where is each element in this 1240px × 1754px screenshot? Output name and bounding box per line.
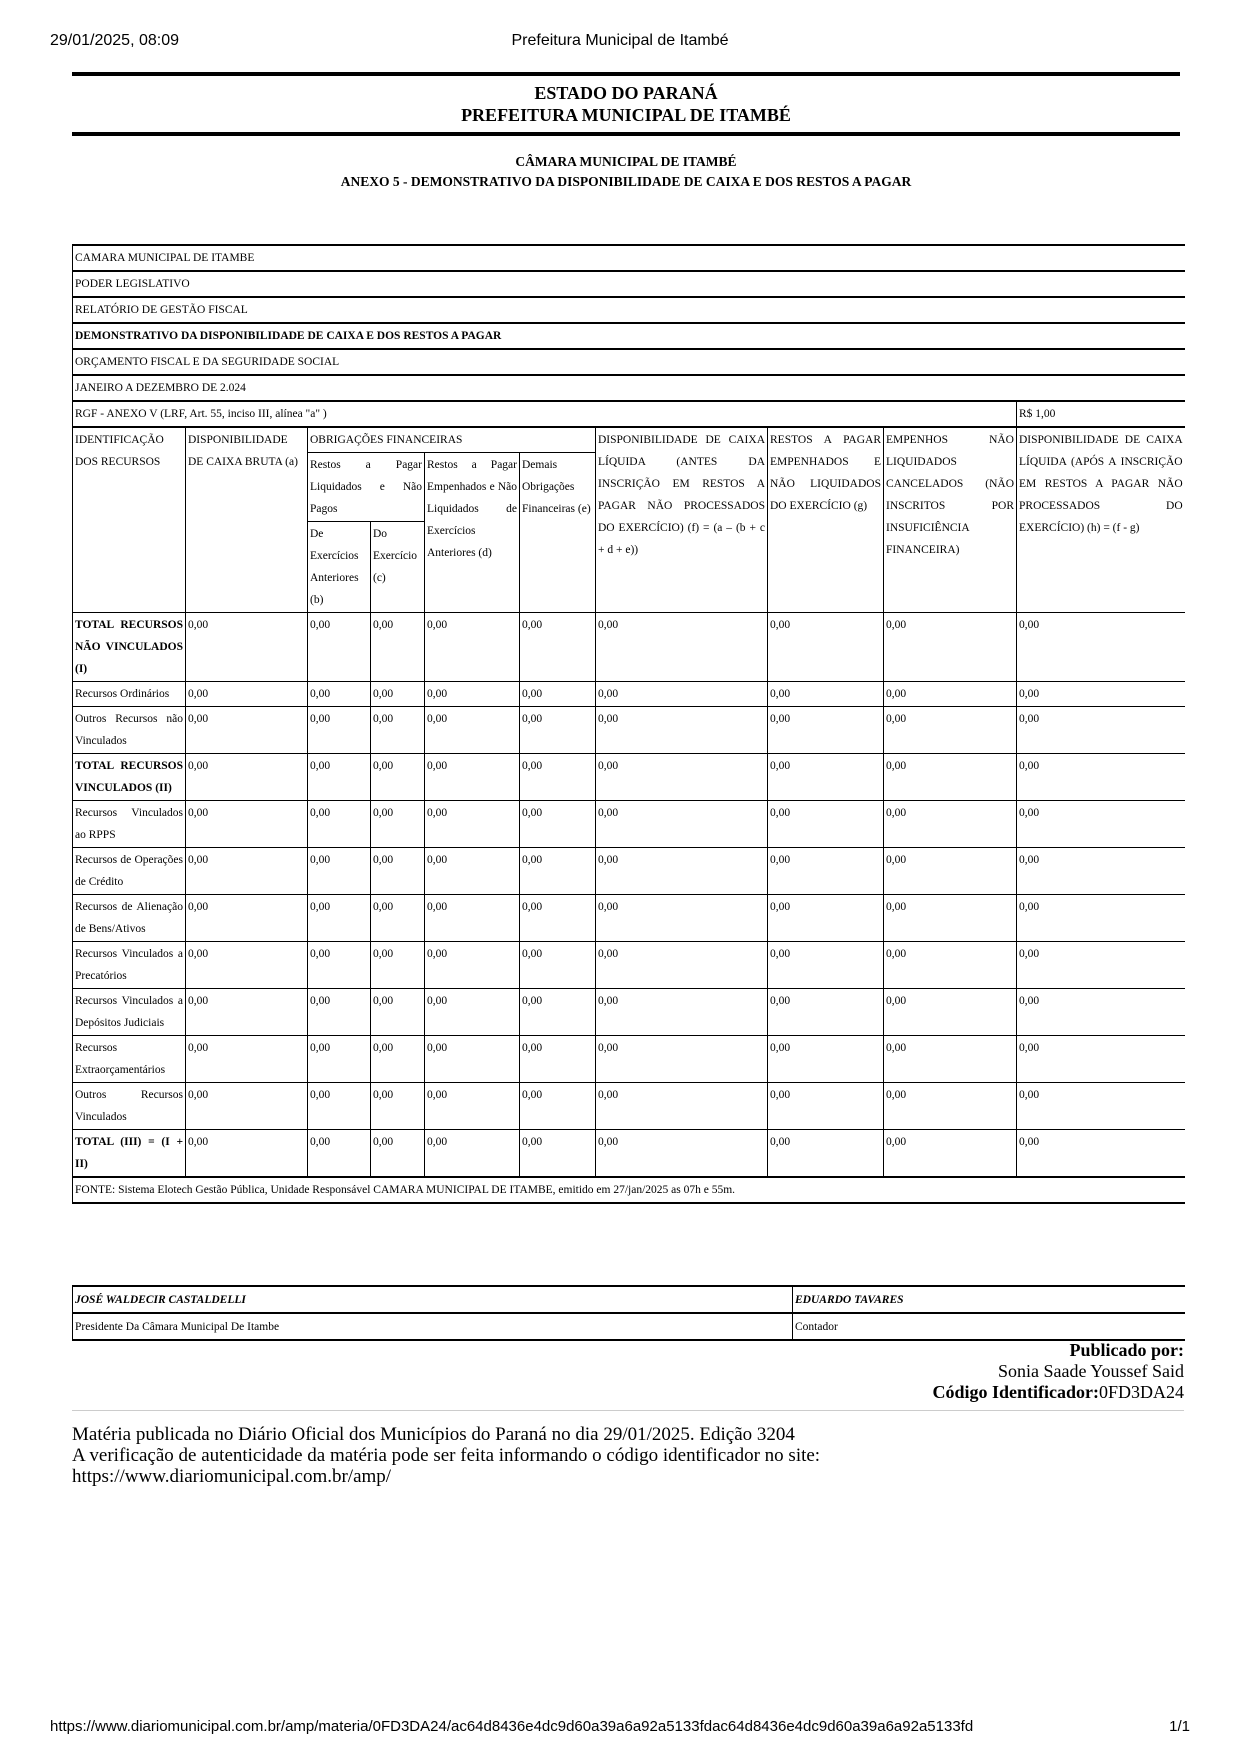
row-value: 0,00 [371, 1083, 425, 1130]
table-row [73, 801, 1185, 848]
row-value: 0,00 [308, 754, 371, 801]
row-value: 0,00 [520, 989, 596, 1036]
row-value: 0,00 [1017, 613, 1185, 682]
row-value: 0,00 [308, 895, 371, 942]
row-value: 0,00 [425, 989, 520, 1036]
row-value: 0,00 [884, 942, 1017, 989]
table-row [73, 848, 1185, 895]
publication-info [932, 1340, 1184, 1403]
row-value: 0,00 [371, 1130, 425, 1178]
row-value: 0,00 [308, 1130, 371, 1178]
row-value: 0,00 [768, 848, 884, 895]
row-value: 0,00 [425, 1083, 520, 1130]
row-value: 0,00 [596, 801, 768, 848]
row-value: 0,00 [308, 707, 371, 754]
row-value: 0,00 [425, 1130, 520, 1178]
row-value: 0,00 [1017, 895, 1185, 942]
row-value: 0,00 [768, 801, 884, 848]
row-value: 0,00 [520, 1036, 596, 1083]
row-value: 0,00 [596, 942, 768, 989]
row-value: 0,00 [520, 613, 596, 682]
row-value: 0,00 [186, 801, 308, 848]
col-restos-empenhados: Restos a Pagar Empenhados e Não Liquidados de Exercícios Anteriores (d) [425, 453, 520, 613]
col-demais-obrigacoes: Demais Obrigações Financeiras (e) [520, 453, 596, 613]
row-label: Recursos Vinculados ao RPPS [73, 801, 186, 848]
code-label: Código Identificador: [932, 1382, 1099, 1402]
col-de-exercicios: De Exercícios Anteriores (b) [308, 522, 371, 613]
table-row [73, 682, 1185, 707]
row-value: 0,00 [1017, 801, 1185, 848]
table-row [73, 942, 1185, 989]
col-disp-liquida-apos: DISPONIBILIDADE DE CAIXA LÍQUIDA (APÓS A INSCRIÇÃO EM RESTOS A PAGAR NÃO PROCESSADOS DO EXERCÍCIO) (h) = (f - g) [1017, 427, 1185, 613]
row-value: 0,00 [520, 801, 596, 848]
row-value: 0,00 [596, 754, 768, 801]
col-obrigacoes: OBRIGAÇÕES FINANCEIRAS [308, 427, 596, 453]
row-value: 0,00 [768, 754, 884, 801]
row-value: 0,00 [425, 613, 520, 682]
row-value: 0,00 [425, 895, 520, 942]
row-value: 0,00 [425, 848, 520, 895]
row-value: 0,00 [371, 989, 425, 1036]
row-value: 0,00 [596, 707, 768, 754]
row-value: 0,00 [371, 707, 425, 754]
row-value: 0,00 [596, 682, 768, 707]
col-do-exercicio: Do Exercício (c) [371, 522, 425, 613]
rgf-label: RGF - ANEXO V (LRF, Art. 55, inciso III, alínea "a" ) [73, 401, 1017, 427]
row-value: 0,00 [186, 989, 308, 1036]
row-value: 0,00 [596, 1036, 768, 1083]
col-restos-emp-nao-liq: RESTOS A PAGAR EMPENHADOS E NÃO LIQUIDADOS DO EXERCÍCIO (g) [768, 427, 884, 613]
row-value: 0,00 [596, 989, 768, 1036]
page-number: 1/1 [1169, 1718, 1190, 1735]
row-value: 0,00 [186, 895, 308, 942]
currency-unit: R$ 1,00 [1017, 401, 1185, 427]
row-value: 0,00 [768, 1083, 884, 1130]
materia-line: Matéria publicada no Diário Oficial dos Municípios do Paraná no dia 29/01/2025. Edição 3204 [72, 1424, 795, 1445]
row-value: 0,00 [308, 848, 371, 895]
fonte-note: FONTE: Sistema Elotech Gestão Pública, Unidade Responsável CAMARA MUNICIPAL DE ITAMBE, emitido em 27/jan/2025 as 07h e 55m. [73, 1177, 1185, 1203]
camara-title: CÂMARA MUNICIPAL DE ITAMBÉ [515, 154, 737, 169]
row-value: 0,00 [308, 801, 371, 848]
row-value: 0,00 [186, 1130, 308, 1178]
print-url[interactable]: https://www.diariomunicipal.com.br/amp/materia/0FD3DA24/ac64d8436e4dc9d60a39a6a92a5133fdac64d8436e4dc9d60a39a6a92a5133fd [50, 1718, 974, 1735]
row-value: 0,00 [186, 1036, 308, 1083]
row-value: 0,00 [884, 1083, 1017, 1130]
row-value: 0,00 [371, 895, 425, 942]
info-row: JANEIRO A DEZEMBRO DE 2.024 [73, 375, 1185, 401]
document-title [72, 152, 1180, 192]
divider [72, 1410, 1184, 1411]
table-row [73, 1036, 1185, 1083]
row-value: 0,00 [371, 754, 425, 801]
signature-table [72, 1285, 1185, 1341]
row-value: 0,00 [520, 754, 596, 801]
row-value: 0,00 [371, 682, 425, 707]
row-value: 0,00 [425, 754, 520, 801]
row-value: 0,00 [596, 1083, 768, 1130]
row-value: 0,00 [308, 682, 371, 707]
row-value: 0,00 [186, 1083, 308, 1130]
print-header [50, 32, 1190, 52]
row-value: 0,00 [425, 707, 520, 754]
col-restos-liquidados: Restos a Pagar Liquidados e Não Pagos [308, 453, 425, 522]
row-value: 0,00 [884, 801, 1017, 848]
row-value: 0,00 [884, 895, 1017, 942]
row-value: 0,00 [371, 942, 425, 989]
estado-title: ESTADO DO PARANÁ [534, 83, 718, 103]
row-value: 0,00 [425, 942, 520, 989]
materia-link[interactable]: https://www.diariomunicipal.com.br/amp/ [72, 1466, 392, 1487]
row-label: Recursos Vinculados a Depósitos Judiciais [73, 989, 186, 1036]
table-row [73, 613, 1185, 682]
row-value: 0,00 [1017, 1036, 1185, 1083]
materia-line: A verificação de autenticidade da matéria pode ser feita informando o código identificador no site: [72, 1445, 821, 1466]
row-label: Recursos de Operações de Crédito [73, 848, 186, 895]
row-value: 0,00 [884, 989, 1017, 1036]
info-row: DEMONSTRATIVO DA DISPONIBILIDADE DE CAIXA E DOS RESTOS A PAGAR [73, 323, 1185, 349]
signature-name: EDUARDO TAVARES [793, 1286, 1185, 1313]
row-value: 0,00 [884, 848, 1017, 895]
signature-role: Contador [793, 1313, 1185, 1340]
row-value: 0,00 [1017, 682, 1185, 707]
signature-name: JOSÉ WALDECIR CASTALDELLI [73, 1286, 793, 1313]
row-value: 0,00 [596, 848, 768, 895]
signature-role: Presidente Da Câmara Municipal De Itambe [73, 1313, 793, 1340]
row-value: 0,00 [884, 707, 1017, 754]
prefeitura-title: PREFEITURA MUNICIPAL DE ITAMBÉ [461, 105, 791, 125]
row-value: 0,00 [768, 989, 884, 1036]
row-value: 0,00 [768, 1130, 884, 1178]
print-title: Prefeitura Municipal de Itambé [511, 32, 729, 49]
row-value: 0,00 [520, 848, 596, 895]
row-value: 0,00 [520, 895, 596, 942]
row-value: 0,00 [520, 1083, 596, 1130]
row-label: TOTAL RECURSOS NÃO VINCULADOS (I) [73, 613, 186, 682]
row-label: TOTAL RECURSOS VINCULADOS (II) [73, 754, 186, 801]
row-value: 0,00 [186, 682, 308, 707]
row-value: 0,00 [1017, 942, 1185, 989]
row-value: 0,00 [371, 801, 425, 848]
row-value: 0,00 [425, 1036, 520, 1083]
row-value: 0,00 [520, 707, 596, 754]
row-value: 0,00 [520, 1130, 596, 1178]
row-value: 0,00 [1017, 707, 1185, 754]
row-value: 0,00 [884, 1036, 1017, 1083]
row-label: Recursos Extraorçamentários [73, 1036, 186, 1083]
row-value: 0,00 [596, 895, 768, 942]
row-label: Outros Recursos não Vinculados [73, 707, 186, 754]
row-value: 0,00 [1017, 848, 1185, 895]
col-identificacao: IDENTIFICAÇÃO DOS RECURSOS [73, 427, 186, 613]
col-empenhos-cancelados: EMPENHOS NÃO LIQUIDADOS CANCELADOS (NÃO INSCRITOS POR INSUFICIÊNCIA FINANCEIRA) [884, 427, 1017, 613]
materia-note [72, 1424, 1192, 1487]
row-value: 0,00 [186, 848, 308, 895]
info-row: ORÇAMENTO FISCAL E DA SEGURIDADE SOCIAL [73, 349, 1185, 375]
row-value: 0,00 [768, 682, 884, 707]
row-value: 0,00 [186, 942, 308, 989]
row-value: 0,00 [768, 613, 884, 682]
row-value: 0,00 [308, 1036, 371, 1083]
row-value: 0,00 [308, 613, 371, 682]
row-value: 0,00 [596, 1130, 768, 1178]
row-value: 0,00 [371, 848, 425, 895]
row-value: 0,00 [308, 989, 371, 1036]
row-label: Recursos de Alienação de Bens/Ativos [73, 895, 186, 942]
row-value: 0,00 [768, 707, 884, 754]
row-value: 0,00 [1017, 1083, 1185, 1130]
table-row [73, 1130, 1185, 1178]
row-value: 0,00 [884, 613, 1017, 682]
info-row: CAMARA MUNICIPAL DE ITAMBE [73, 245, 1185, 271]
row-value: 0,00 [768, 895, 884, 942]
row-value: 0,00 [308, 942, 371, 989]
print-datetime: 29/01/2025, 08:09 [50, 32, 180, 49]
table-row [73, 989, 1185, 1036]
col-disp-liquida-antes: DISPONIBILIDADE DE CAIXA LÍQUIDA (ANTES DA INSCRIÇÃO EM RESTOS A PAGAR NÃO PROCESSADOS DO EXERCÍCIO) (f) = (a – (b + c + d + e)) [596, 427, 768, 613]
col-disp-bruta: DISPONIBILIDADE DE CAIXA BRUTA (a) [186, 427, 308, 613]
row-label: Recursos Ordinários [73, 682, 186, 707]
row-label: Outros Recursos Vinculados [73, 1083, 186, 1130]
row-value: 0,00 [884, 682, 1017, 707]
row-value: 0,00 [768, 1036, 884, 1083]
row-value: 0,00 [308, 1083, 371, 1130]
row-label: TOTAL (III) = (I + II) [73, 1130, 186, 1178]
row-value: 0,00 [768, 942, 884, 989]
published-by-label: Publicado por: [1069, 1340, 1184, 1360]
row-value: 0,00 [520, 942, 596, 989]
state-header [72, 72, 1180, 136]
row-value: 0,00 [884, 754, 1017, 801]
table-row [73, 895, 1185, 942]
row-value: 0,00 [186, 754, 308, 801]
row-value: 0,00 [1017, 1130, 1185, 1178]
row-value: 0,00 [520, 682, 596, 707]
row-value: 0,00 [186, 707, 308, 754]
publisher-name: Sonia Saade Youssef Said [997, 1361, 1184, 1381]
row-value: 0,00 [1017, 989, 1185, 1036]
code-value: 0FD3DA24 [1098, 1382, 1184, 1402]
info-row: RELATÓRIO DE GESTÃO FISCAL [73, 297, 1185, 323]
table-row [73, 754, 1185, 801]
row-value: 0,00 [425, 801, 520, 848]
row-value: 0,00 [596, 613, 768, 682]
row-value: 0,00 [371, 1036, 425, 1083]
anexo-title: ANEXO 5 - DEMONSTRATIVO DA DISPONIBILIDADE DE CAIXA E DOS RESTOS A PAGAR [340, 174, 912, 189]
row-value: 0,00 [371, 613, 425, 682]
table-row [73, 707, 1185, 754]
row-value: 0,00 [186, 613, 308, 682]
info-row: PODER LEGISLATIVO [73, 271, 1185, 297]
table-row [73, 1083, 1185, 1130]
row-label: Recursos Vinculados a Precatórios [73, 942, 186, 989]
row-value: 0,00 [884, 1130, 1017, 1178]
row-value: 0,00 [1017, 754, 1185, 801]
demonstrativo-table [72, 244, 1185, 1204]
row-value: 0,00 [425, 682, 520, 707]
